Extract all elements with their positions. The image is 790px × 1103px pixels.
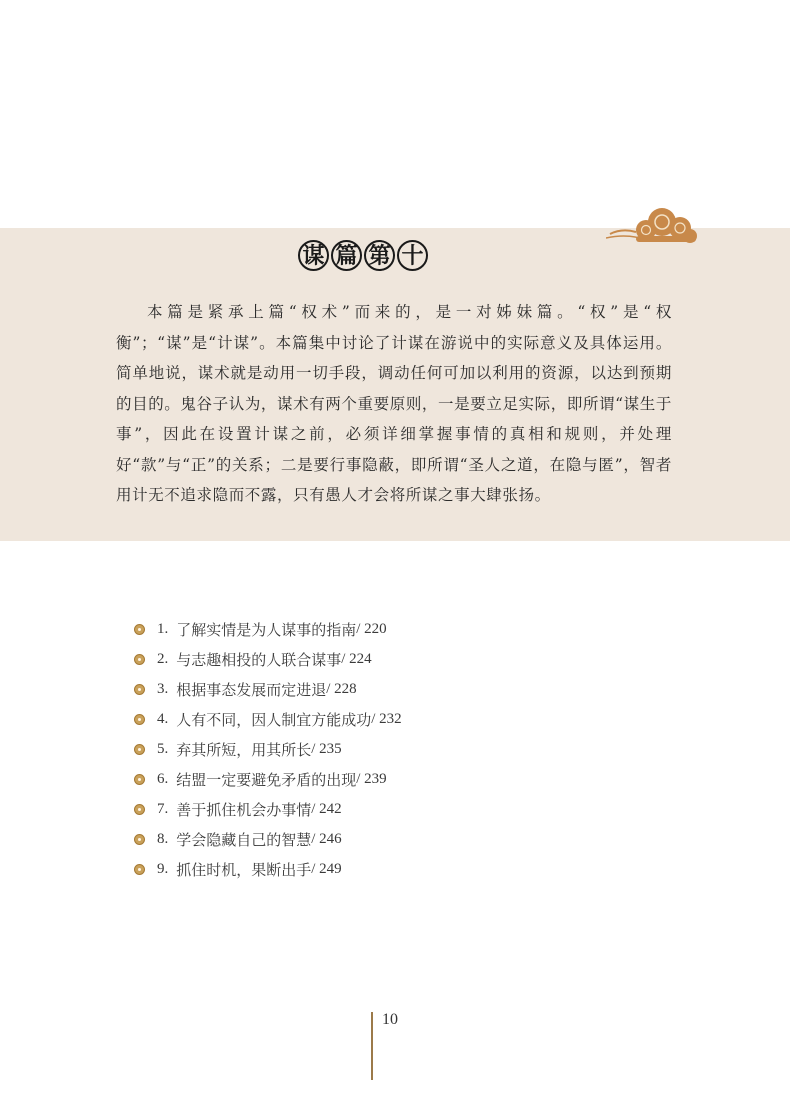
auspicious-cloud-icon xyxy=(606,204,698,248)
toc-item-title: 结盟一定要避免矛盾的出现 xyxy=(176,770,357,789)
toc-item[interactable] xyxy=(134,764,402,794)
toc-item-number: 3. xyxy=(157,680,169,697)
toc-item-page: / 235 xyxy=(311,740,342,757)
toc-item[interactable] xyxy=(134,734,402,764)
toc-item-number: 9. xyxy=(157,860,169,877)
chapter-intro xyxy=(116,297,672,511)
gold-bullet-icon xyxy=(134,684,145,695)
chapter-title-char: 十 xyxy=(397,240,428,271)
toc-item-title: 弃其所短，用其所长 xyxy=(176,740,312,759)
gold-bullet-icon xyxy=(134,744,145,755)
footer-divider xyxy=(371,1012,373,1080)
toc-item[interactable] xyxy=(134,644,402,674)
chapter-title-char: 第 xyxy=(364,240,395,271)
toc-item-title: 了解实情是为人谋事的指南 xyxy=(176,620,357,639)
gold-bullet-icon xyxy=(134,624,145,635)
toc-item-number: 7. xyxy=(157,800,169,817)
toc-item-title: 学会隐藏自己的智慧 xyxy=(176,830,312,849)
toc-item-page: / 249 xyxy=(311,860,342,877)
toc-item-title: 人有不同，因人制宜方能成功 xyxy=(176,710,372,729)
gold-bullet-icon xyxy=(134,654,145,665)
toc-item-page: / 228 xyxy=(326,680,357,697)
toc-item[interactable] xyxy=(134,854,402,884)
gold-bullet-icon xyxy=(134,774,145,785)
page-number: 10 xyxy=(382,1011,398,1028)
toc-item-number: 5. xyxy=(157,740,169,757)
toc-item-number: 8. xyxy=(157,830,169,847)
chapter-title xyxy=(298,240,428,271)
toc-item-page: / 242 xyxy=(311,800,342,817)
table-of-contents xyxy=(134,614,402,884)
toc-item-number: 1. xyxy=(157,620,169,637)
toc-item-number: 6. xyxy=(157,770,169,787)
chapter-title-char: 篇 xyxy=(331,240,362,271)
gold-bullet-icon xyxy=(134,804,145,815)
gold-bullet-icon xyxy=(134,834,145,845)
toc-item[interactable] xyxy=(134,794,402,824)
intro-paragraph: 本篇是紧承上篇“权术”而来的，是一对姊妹篇。“权”是“权衡”；“谋”是“计谋”。本篇集中讨论了计谋在游说中的实际意义及具体运用。简单地说，谋术就是动用一切手段，调动任何可加以利用的资源，以达到预期的目的。鬼谷子认为，谋术有两个重要原则，一是要立足实际，即所谓“谋生于事”，因此在设置计谋之前，必须详细掌握事情的真相和规则，并处理好“款”与“正”的关系；二是要行事隐蔽，即所谓“圣人之道，在隐与匿”，智者用计无不追求隐而不露，只有愚人才会将所谋之事大肆张扬。 xyxy=(116,303,672,504)
toc-item-title: 善于抓住机会办事情 xyxy=(176,800,312,819)
toc-item[interactable] xyxy=(134,674,402,704)
gold-bullet-icon xyxy=(134,714,145,725)
toc-item-page: / 246 xyxy=(311,830,342,847)
gold-bullet-icon xyxy=(134,864,145,875)
toc-item[interactable] xyxy=(134,824,402,854)
toc-item-title: 与志趣相投的人联合谋事 xyxy=(176,650,342,669)
toc-item[interactable] xyxy=(134,614,402,644)
toc-item-number: 4. xyxy=(157,710,169,727)
toc-item-page: / 224 xyxy=(341,650,372,667)
toc-item-page: / 232 xyxy=(371,710,402,727)
toc-item[interactable] xyxy=(134,704,402,734)
toc-item-page: / 220 xyxy=(356,620,387,637)
toc-item-number: 2. xyxy=(157,650,169,667)
toc-item-title: 抓住时机，果断出手 xyxy=(176,860,312,879)
chapter-title-char: 谋 xyxy=(298,240,329,271)
toc-item-page: / 239 xyxy=(356,770,387,787)
toc-item-title: 根据事态发展而定进退 xyxy=(176,680,327,699)
